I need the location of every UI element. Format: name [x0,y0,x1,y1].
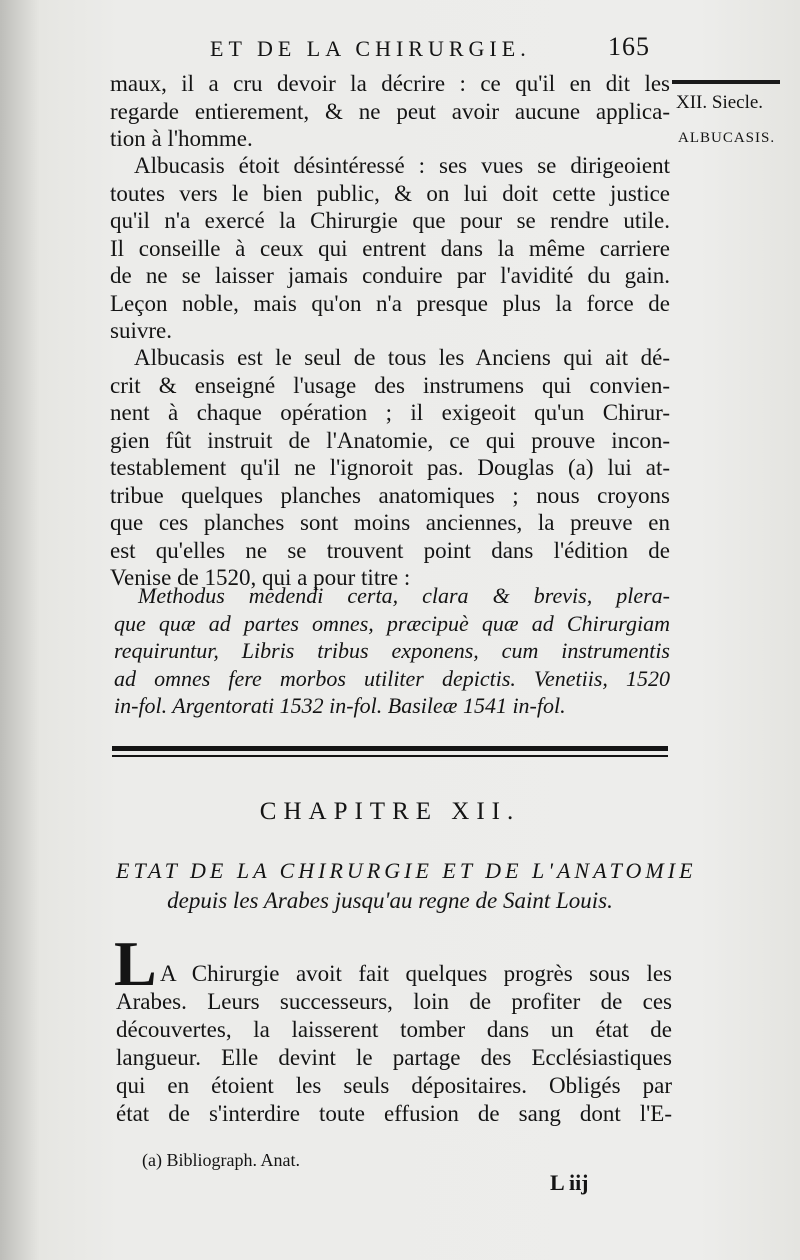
running-header [210,30,650,66]
text-line: découvertes, la laisserent tomber dans un état de [116,1017,672,1042]
text-line: état de s'interdire toute effusion de sang dont l'E- [116,1101,672,1126]
text-line: qu'il n'a exercé la Chirurgie que pour se rendre utile. [110,208,670,233]
citation-line: requiruntur, Libris tribus exponens, cum instrumentis [114,638,670,663]
text-line: langueur. Elle devint le partage des Ecclésiastiques [116,1045,672,1070]
text-line: est qu'elles ne se trouvent point dans l'édition de [110,537,670,563]
text-line: nent à chaque opération ; il exigeoit qu'un Chirur- [110,400,670,425]
text-line: Leçon noble, mais qu'on n'a presque plus la force de [110,290,670,316]
text-line: tion à l'homme. [110,126,253,151]
drop-cap: L [114,928,157,999]
citation-line: ad omnes fere morbos utiliter depictis. Venetiis, 1520 [114,665,670,691]
text-line: Arabes. Leurs successeurs, loin de profiter de ces [116,989,672,1014]
margin-note-century: XII. Siecle. [676,92,764,113]
chapter-opening-paragraph [116,960,672,1128]
text-line: Albucasis est le seul de tous les Anciens qui ait dé- [134,345,670,370]
text-line: maux, il a cru devoir la décrire : ce qu'il en dit les [110,71,670,96]
section-divider [112,746,668,760]
text-line: crit & enseigné l'usage des instrumens qui convien- [110,372,670,398]
running-title: ET DE LA CHIRURGIE. [210,36,531,61]
paragraph-continued [110,70,670,153]
margin-rule [672,80,780,84]
text-line: Albucasis étoit désintéressé : ses vues se dirigeoient [134,153,670,178]
paragraph-albucasis-character [110,152,670,345]
text-line: que ces planches sont moins anciennes, la preuve en [110,510,670,535]
text-line: regarde entierement, & ne peut avoir aucune applica- [110,98,670,124]
chapter-subtitle: ETAT DE LA CHIRURGIE ET DE L'ANATOMIE [116,858,697,883]
margin-note-name: ALBUCASIS. [678,130,776,146]
chapter-subtitle-secondary: depuis les Arabes jusqu'au regne de Saint Louis. [167,888,613,913]
paragraph-albucasis-instruments [110,344,670,592]
text-line: toutes vers le bien public, & on lui doit cette justice [110,180,670,206]
text-line: de ne se laisser jamais conduire par l'avidité du gain. [110,263,670,288]
text-line: Venise de 1520, qui a pour titre : [110,565,411,590]
text-line: gien fût instruit de l'Anatomie, ce qui prouve incon- [110,427,670,453]
citation-line: que quæ ad partes omnes, præcipuè quæ ad Chirurgiam [114,610,670,636]
text-line: A Chirurgie avoit fait quelques progrès sous les [160,961,672,986]
text-line: testablement qu'il ne l'ignoroit pas. Douglas (a) lui at- [110,455,670,480]
book-citation [114,582,670,720]
text-line: tribue quelques planches anatomiques ; nous croyons [110,482,670,508]
page-number: 165 [608,32,650,61]
citation-line: Methodus medendi certa, clara & brevis, plera- [138,583,670,608]
text-line: Il conseille à ceux qui entrent dans la même carriere [110,235,670,261]
chapter-title: CHAPITRE XII. [259,798,521,825]
text-line: suivre. [110,318,172,343]
citation-line: in-fol. Argentorati 1532 in-fol. Basileæ 1541 in-fol. [114,693,566,718]
signature-mark: L iij [550,1170,589,1195]
footnote: (a) Bibliograph. Anat. [142,1150,300,1170]
text-line: qui en étoient les seuls dépositaires. Obligés par [116,1073,672,1098]
